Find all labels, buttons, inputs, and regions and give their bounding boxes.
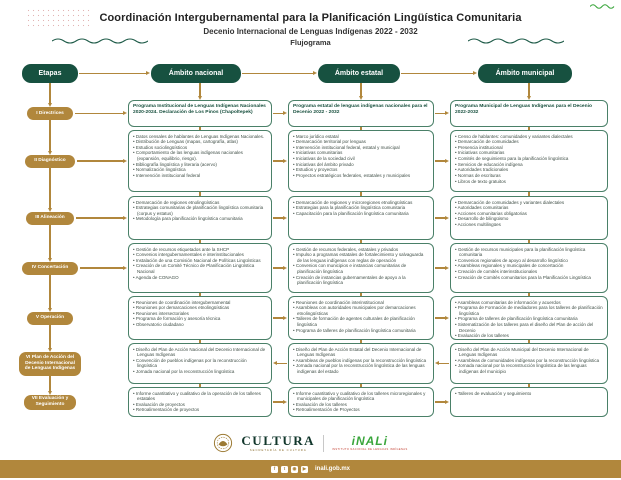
box-bullet-list (293, 134, 429, 179)
cultura-seal-icon (213, 433, 233, 453)
bullet-item: • Gestión de recursos federales, estatales y privados (293, 247, 429, 253)
bullet-item: • Distribución de Lenguas (mapas, cartografía, atlas) (133, 139, 267, 145)
box-title-text: Programa estatal de lenguas indígenas nacionales para el Decenio 2022 - 2032 (293, 103, 428, 115)
box-bullet-list (293, 300, 429, 334)
bullet-item: • Talleres de evaluación y seguimiento (455, 391, 603, 397)
ambito-nacional-pill: Ámbito nacional (151, 64, 241, 83)
estatal-plan-de-accion-box (288, 343, 434, 384)
bullet-item: • Desarrollo de bilingüismo (455, 216, 603, 222)
instagram-icon[interactable]: ◉ (292, 465, 297, 471)
bullet-item: • Bibliografía lingüística y literaria (acervo) (133, 162, 267, 168)
inali-logo (332, 435, 408, 451)
bullet-item: • Acciones multilingües (455, 222, 603, 228)
box-bullet-list (455, 347, 603, 375)
connector-line (49, 376, 50, 391)
arrowhead-down (48, 348, 52, 352)
arrowhead-down (48, 258, 52, 262)
arrowhead-right (445, 266, 449, 270)
bullet-item: • Iniciativas comunitarias (293, 150, 429, 156)
connector-line (75, 113, 123, 114)
municipal-operacion-box (450, 296, 608, 340)
box-title-text: Programa Institucional de Lenguas Indígenas Nacionales 2020-2024. Declaración de Los Pinos (Chapoltepek) (133, 103, 266, 115)
bullet-item: • Asambleas comunitarias de información y acuerdos (455, 300, 603, 306)
bullet-item: • Iniciativas de la sociedad civil (293, 156, 429, 162)
bullet-item: • Programa de formación y asesoría técnica (133, 316, 267, 322)
arrowhead-right (283, 216, 287, 220)
bullet-item: • Iniciativas comunitarias (455, 150, 603, 156)
connector-line (49, 83, 50, 103)
connector-line (435, 401, 445, 402)
municipal-plan-de-accion-box (450, 343, 608, 384)
box-title-text: Programa Municipal de Lenguas Indígenas para el Decenio 2022-2032 (455, 103, 592, 115)
logo-divider (323, 435, 324, 452)
bullet-item: • Metodología para planificación lingüística comunitaria (133, 216, 267, 222)
nacional-alineacion-box (128, 196, 272, 240)
bullet-item: • Libros de texto gratuitos (455, 179, 603, 185)
nacional-evaluacion-seguimiento-box (128, 387, 272, 417)
municipal-alineacion-box (450, 196, 608, 240)
connector-line (242, 73, 313, 74)
connector-line (435, 317, 445, 318)
bullet-item: • Estudios sociolingüísticos (133, 145, 267, 151)
stage-pill-plan-de-accion: VI Plan de Acción del Decenio Internacional de Lenguas Indígenas (19, 352, 81, 376)
arrowhead-right (473, 71, 477, 75)
connector-line (273, 113, 283, 114)
bullet-item: • Estudios y proyectos (293, 167, 429, 173)
arrowhead-right (283, 159, 287, 163)
bullet-item: • Convención de pueblos indígenas por la reconstrucción lingüística (133, 358, 267, 369)
bullet-item: • Asambleas de comunidades indígenas por la reconstrucción lingüística (455, 358, 603, 364)
bullet-item: • Marco jurídico estatal (293, 134, 429, 140)
bullet-item: • Asambleas de pueblos indígenas por la reconstrucción lingüística (293, 358, 429, 364)
bullet-item: • Diseño del Plan de Acción Estatal del Decenio Internacional de Lenguas Indígenas (293, 347, 429, 358)
bullet-item: • Intervención institucional federal (133, 173, 267, 179)
nacional-plan-de-accion-box (128, 343, 272, 384)
box-bullet-list (293, 200, 429, 217)
stage-pill-directrices: I Directrices (27, 107, 73, 120)
bullet-item: • Informe cuantitativo y cualitativo de los talleres microregionales y municipales de planificación lingüística (293, 391, 429, 402)
stage-pill-concertacion: IV Concertación (22, 262, 78, 275)
footer-url[interactable]: inali.gob.mx (314, 466, 350, 472)
youtube-icon[interactable]: ▶ (302, 465, 307, 471)
bullet-item: • Intervención institucional federal, estatal y municipal (293, 145, 429, 151)
bullet-item: • Iniciativas del ámbito privado (293, 162, 429, 168)
box-bullet-list (133, 200, 267, 223)
bullet-item: • Proyectos estratégicos federales, estatales y municipales (293, 173, 429, 179)
bullet-item: • Servicios de educación indígena (455, 162, 603, 168)
bullet-item: • Demarcación de regiones y microregiones etnolingüísticas (293, 200, 429, 206)
bullet-item: • Retroalimentación de proyectos (133, 407, 267, 413)
municipal-evaluacion-seguimiento-box (450, 387, 608, 417)
stage-pill-diagnostico: II Diagnóstico (25, 155, 75, 168)
estatal-evaluacion-seguimiento-box (288, 387, 434, 417)
arrowhead-right (445, 400, 449, 404)
bullet-item: • Programa de talleres de planificación lingüística comunitaria (293, 328, 429, 334)
bullet-item: • Gestión de recursos etiquetados ante la SHCP (133, 247, 267, 253)
title-block (0, 12, 621, 47)
connector-line (49, 275, 50, 308)
etapas-pill: Etapas (22, 64, 78, 83)
cultura-wordmark: CULTURA (241, 433, 316, 448)
bullet-item: • Estrategias para la planificación lingüística comunitaria (293, 205, 429, 211)
diagram-type-label: Flujograma (290, 38, 331, 47)
connector-line (435, 160, 445, 161)
arrowhead-right (445, 111, 449, 115)
bullet-item: • Normalización lingüística (133, 167, 267, 173)
corner-zigzag-icon (590, 3, 616, 10)
bullet-item: • Reuniones de coordinación intergubernamental (133, 300, 267, 306)
box-bullet-list (455, 200, 603, 228)
bullet-item: • Demarcación de regiones etnolingüísticas (133, 200, 267, 206)
box-bullet-list (293, 347, 429, 375)
connector-line (360, 83, 361, 96)
bullet-item: • Convenios regionales de apoyo al desarrollo lingüístico (455, 258, 603, 264)
twitter-icon[interactable]: t (281, 466, 288, 473)
ambito-estatal-pill: Ámbito estatal (318, 64, 400, 83)
bullet-item: • Jornada nacional por la reconstrucción lingüística de las lenguas indígenas del estado (293, 363, 429, 374)
connector-line (79, 73, 146, 74)
connector-line (273, 160, 283, 161)
cultura-logo (241, 434, 315, 452)
page-subtitle: Decenio Internacional de Lenguas Indígenas 2022 - 2032 (203, 27, 418, 36)
bullet-item: • Impulso a programas estatales de fortalecimiento y salvaguarda de las lenguas indígenas con reglas de operación (293, 252, 429, 263)
estatal-concertacion-box (288, 243, 434, 293)
connector-line (277, 363, 287, 364)
bullet-item: • Observatorio ciudadano (133, 322, 267, 328)
bullet-item: • Reuniones intersectoriales (133, 311, 267, 317)
connector-line (401, 73, 473, 74)
bullet-item: • Sistematización de los talleres para el diseño del Plan de acción del Decenio (455, 322, 603, 333)
bullet-item: • Convenios intergubernamentales e interinstitucionales (133, 252, 267, 258)
connector-line (273, 267, 283, 268)
bullet-item: • Autoridades tradicionales (455, 167, 603, 173)
box-bullet-list (455, 391, 603, 397)
bullet-item: • Demarcación territorial por lenguas (293, 139, 429, 145)
bullet-item: • Capacitación para la planificación lingüística comunitaria (293, 211, 429, 217)
bullet-item: • Normas de escrituras (455, 173, 603, 179)
bullet-item: • Jornada nacional por la reconstrucción lingüística de las lenguas indígenas del municipio (455, 363, 603, 374)
arrowhead-down (48, 151, 52, 155)
connector-line (435, 217, 445, 218)
nacional-operacion-box (128, 296, 272, 340)
connector-line (76, 217, 123, 218)
municipal-directrices-box (450, 100, 608, 127)
page-title: Coordinación Intergubernamental para la Planificación Lingüística Comunitaria (99, 12, 522, 24)
bullet-item: • Agenda de CONAGO (133, 275, 267, 281)
box-bullet-list (133, 347, 267, 375)
bullet-item: • Informe cuantitativo y cualitativo de la operación de los talleres estatales (133, 391, 267, 402)
estatal-diagnostico-box (288, 130, 434, 192)
box-bullet-list (455, 247, 603, 281)
ambito-municipal-pill: Ámbito municipal (478, 64, 572, 83)
bullet-item: • Asambleas regionales y municipales de concertación (455, 263, 603, 269)
stage-pill-evaluacion-seguimiento: VII Evaluación y Seguimiento (24, 395, 76, 410)
box-bullet-list (133, 134, 267, 179)
bullet-item: • Evaluación de los talleres (455, 333, 603, 339)
connector-line (528, 83, 529, 96)
bullet-item: • Evaluación de los talleres (293, 402, 429, 408)
footer-social-bar (0, 460, 621, 478)
connector-line (439, 363, 449, 364)
bullet-item: • Retroalimentación de Proyectos (293, 407, 429, 413)
bullet-item: • Programa de Formación de mediadores para los talleres de planificación lingüística (455, 305, 603, 316)
arrowhead-right (146, 71, 150, 75)
bullet-item: • Comportamiento de las lenguas indígenas nacionales (expansión, equilibrio, riesgo). (133, 150, 267, 161)
footer-logos (0, 431, 621, 455)
nacional-concertacion-box (128, 243, 272, 293)
connector-line (80, 267, 123, 268)
box-bullet-list (293, 391, 429, 414)
bullet-item: • Comités de seguimiento para la planificación lingüística (455, 156, 603, 162)
municipal-diagnostico-box (450, 130, 608, 192)
box-bullet-list (293, 247, 429, 286)
nacional-diagnostico-box (128, 130, 272, 192)
bullet-item: • Creación de instancias gubernamentales de apoyo a la planificación lingüística (293, 275, 429, 286)
arrowhead-right (123, 266, 127, 270)
estatal-operacion-box (288, 296, 434, 340)
bullet-item: • Presencia institucional (455, 145, 603, 151)
bullet-item: • Estrategias comunitarias de planificación lingüística comunitaria (corpus y estatus) (133, 205, 267, 216)
bullet-item: • Instalación de una Comisión Nacional de Políticas Lingüísticas (133, 258, 267, 264)
connector-line (273, 217, 283, 218)
box-bullet-list (455, 300, 603, 339)
arrowhead-right (123, 216, 127, 220)
bullet-item: • Diseño del Plan de Acción Municipal del Decenio Internacional de Lenguas Indígenas (455, 347, 603, 358)
cultura-subtitle: SECRETARÍA DE CULTURA (249, 448, 307, 452)
bullet-item: • Demarcación de comunidades y variantes dialectales (455, 200, 603, 206)
bullet-item: • Acciones comunitarias obligatorias (455, 211, 603, 217)
bullet-item: • Programa de talleres de planificación lingüística comunitaria (455, 316, 603, 322)
inali-subtitle: INSTITUTO NACIONAL DE LENGUAS INDÍGENAS (332, 448, 408, 451)
box-bullet-list (133, 300, 267, 328)
bullet-item: • Gestión de recursos municipales para la planificación lingüística comunitaria (455, 247, 603, 258)
connector-line (49, 168, 50, 208)
arrowhead-right (445, 316, 449, 320)
bullet-item: • Creación de comités interinstitucionales (455, 269, 603, 275)
bullet-item: • Diseño del Plan de Acción Nacional del Decenio Internacional de Lenguas Indígenas (133, 347, 267, 358)
bullet-item: • Autoridades comunitarias (455, 205, 603, 211)
connector-line (435, 267, 445, 268)
bullet-item: • Datos censales de hablantes de Lenguas Indígenas Nacionales. (133, 134, 267, 140)
nacional-directrices-box (128, 100, 272, 127)
bullet-item: • Evaluación de proyectos (133, 402, 267, 408)
bullet-item: • Reuniones de coordinación interinstitucional (293, 300, 429, 306)
connector-line (273, 401, 283, 402)
facebook-icon[interactable]: f (271, 466, 278, 473)
bullet-item: • Creación de un Comité Técnico de Planificación Lingüística Nacional (133, 263, 267, 274)
arrowhead-right (123, 159, 127, 163)
connector-line (49, 120, 50, 151)
arrowhead-right (445, 216, 449, 220)
bullet-item: • Demarcación de comunidades (455, 139, 603, 145)
estatal-directrices-box (288, 100, 434, 127)
arrowhead-right (313, 71, 317, 75)
bullet-item: • Convenios con municipios e instancias comunitarias de planificación lingüística (293, 263, 429, 274)
arrowhead-right (283, 400, 287, 404)
bullet-item: • Reuniones por demarcaciones etnolingüísticas (133, 305, 267, 311)
box-bullet-list (133, 391, 267, 414)
connector-line (77, 160, 123, 161)
box-bullet-list (455, 134, 603, 185)
stage-pill-alineacion: III Alineación (26, 212, 74, 225)
bullet-item: • Creación de Comités comunitarios para la Planificación Lingüística (455, 275, 603, 281)
arrowhead-down (48, 391, 52, 395)
arrowhead-right (445, 159, 449, 163)
arrowhead-right (283, 111, 287, 115)
connector-line (435, 113, 445, 114)
bullet-item: • Jornada nacional por la reconstrucción lingüística (133, 369, 267, 375)
bullet-item: • Censo de hablantes: comunidades y variantes dialectales (455, 134, 603, 140)
arrowhead-down (48, 308, 52, 312)
bullet-item: • Asambleas con autoridades municipales por demarcaciones etnolingüísticas (293, 305, 429, 316)
arrowhead-down (48, 208, 52, 212)
inali-wordmark: iNALi (351, 434, 388, 448)
arrowhead-right (123, 111, 127, 115)
arrowhead-right (283, 266, 287, 270)
bullet-item: • Talleres de formación de agentes culturales de planificación lingüística (293, 316, 429, 327)
stage-pill-operacion: V Operación (27, 312, 73, 325)
estatal-alineacion-box (288, 196, 434, 240)
connector-line (199, 83, 200, 96)
connector-line (49, 225, 50, 258)
box-bullet-list (133, 247, 267, 281)
connector-line (49, 325, 50, 348)
municipal-concertacion-box (450, 243, 608, 293)
connector-line (273, 317, 283, 318)
arrowhead-right (283, 316, 287, 320)
